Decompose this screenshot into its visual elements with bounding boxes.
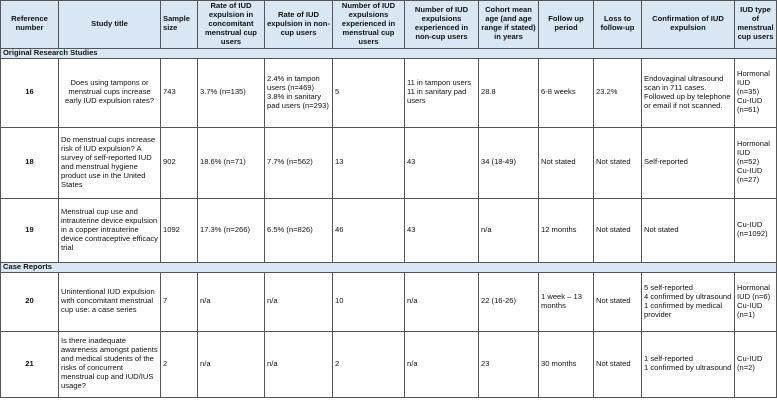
table-row	[1, 58, 777, 127]
cell-ref: 21	[1, 331, 59, 397]
cell-confirm: Not stated	[642, 198, 735, 262]
table-row	[1, 198, 777, 262]
cell-confirm: Endovaginal ultrasound scan in 711 cases. Followed up by telephone or email if not scanned.	[642, 58, 735, 127]
cell-rate-noncup: n/a	[265, 331, 333, 397]
cell-loss: Not stated	[594, 127, 642, 198]
cell-line: 1 confirmed by medical provider	[644, 300, 723, 319]
header-row	[1, 1, 777, 49]
cell-num-noncup	[405, 58, 479, 127]
cell-cohort: 22 (16-26)	[479, 272, 539, 331]
header-num-noncup: Number of IUD expulsions experienced in non-cup users	[405, 1, 479, 49]
cell-rate-noncup	[265, 58, 333, 127]
cell-loss: Not stated	[594, 331, 642, 397]
header-rate-noncup: Rate of IUD expulsion in non-cup users	[265, 1, 333, 49]
cell-confirm	[642, 272, 735, 331]
header-followup: Follow up period	[539, 1, 594, 49]
cell-sample: 7	[161, 272, 198, 331]
cell-title: Unintentional IUD expulsion with concomitant menstrual cup use: a case series	[59, 272, 161, 331]
cell-rate-cup: 18.6% (n=71)	[198, 127, 265, 198]
header-iud-type: IUD type of menstrual cup users	[735, 1, 777, 49]
cell-rate-cup: 17.3% (n=266)	[198, 198, 265, 262]
cell-line: 5 self-reported	[644, 282, 693, 292]
cell-title: Does using tampons or menstrual cups increase early IUD expulsion rates?	[59, 58, 161, 127]
cell-num-noncup: n/a	[405, 331, 479, 397]
cell-iud-type: Cu-IUD (n=2)	[735, 331, 777, 397]
cell-sample: 2	[161, 331, 198, 397]
cell-confirm: Self-reported	[642, 127, 735, 198]
table-row	[1, 272, 777, 331]
cell-title: Do menstrual cups increase risk of IUD expulsion? A survey of self-reported IUD and menstrual hygiene product use in the United States	[59, 127, 161, 198]
section-row-original	[1, 48, 777, 58]
header-rate-cup: Rate of IUD expulsion in concomitant menstrual cup users	[198, 1, 265, 49]
cell-num-cup: 2	[333, 331, 405, 397]
cell-line: 1 confirmed by ultrasound	[644, 363, 732, 373]
cell-rate-cup: 3.7% (n=135)	[198, 58, 265, 127]
cell-cohort: n/a	[479, 198, 539, 262]
cell-num-cup: 5	[333, 58, 405, 127]
cell-line: Hormonal IUD (n=6)	[737, 282, 771, 301]
cell-line: Cu-IUD (n=61)	[737, 96, 763, 115]
cell-sample: 743	[161, 58, 198, 127]
cell-sample: 902	[161, 127, 198, 198]
cell-ref: 16	[1, 58, 59, 127]
cell-iud-type: Cu-IUD (n=1092)	[735, 198, 777, 262]
header-loss: Loss to follow-up	[594, 1, 642, 49]
header-cohort: Cohort mean age (and age range if stated) in years	[479, 1, 539, 49]
cell-cohort: 34 (18-49)	[479, 127, 539, 198]
cell-iud-type	[735, 58, 777, 127]
cell-num-cup: 10	[333, 272, 405, 331]
cell-iud-type	[735, 127, 777, 198]
header-title: Study title	[59, 1, 161, 49]
section-title-original: Original Research Studies	[1, 48, 777, 58]
cell-confirm	[642, 331, 735, 397]
cell-rate-noncup: 6.5% (n=826)	[265, 198, 333, 262]
table-row	[1, 127, 777, 198]
section-title-case: Case Reports	[1, 262, 777, 272]
cell-loss: Not stated	[594, 198, 642, 262]
cell-followup: 6-8 weeks	[539, 58, 594, 127]
cell-cohort: 23	[479, 331, 539, 397]
cell-num-noncup: 43	[405, 198, 479, 262]
cell-iud-type	[735, 272, 777, 331]
cell-line: 11 in tampon users	[407, 78, 472, 88]
cell-followup: 1 week – 13 months	[539, 272, 594, 331]
header-sample: Sample size	[161, 1, 198, 49]
cell-title: Menstrual cup use and intrauterine device expulsion in a copper intrauterine device contraceptive efficacy trial	[59, 198, 161, 262]
header-confirm: Confirmation of IUD expulsion	[642, 1, 735, 49]
cell-line: Cu-IUD (n=27)	[737, 166, 763, 185]
cell-loss: Not stated	[594, 272, 642, 331]
header-ref: Reference number	[1, 1, 59, 49]
cell-line: Hormonal IUD (n=35)	[737, 69, 770, 97]
cell-line: Cu-IUD (n=1)	[737, 300, 763, 319]
cell-rate-cup: n/a	[198, 272, 265, 331]
cell-line: 3.8% in sanitary pad users (n=293)	[267, 91, 329, 110]
cell-num-noncup: 43	[405, 127, 479, 198]
cell-num-noncup: n/a	[405, 272, 479, 331]
cell-line: 11 in sanitary pad users	[407, 87, 467, 106]
cell-num-cup: 13	[333, 127, 405, 198]
cell-followup: Not stated	[539, 127, 594, 198]
cell-ref: 18	[1, 127, 59, 198]
header-num-cup: Number of IUD expulsions experienced in menstrual cup users	[333, 1, 405, 49]
cell-line: 1 self-reported	[644, 354, 693, 364]
cell-sample: 1092	[161, 198, 198, 262]
cell-rate-noncup: 7.7% (n=562)	[265, 127, 333, 198]
cell-ref: 19	[1, 198, 59, 262]
cell-loss: 23.2%	[594, 58, 642, 127]
cell-title: Is there inadequate awareness amongst patients and medical students of the risks of concurrent menstrual cup and IUD/IUS usage?	[59, 331, 161, 397]
cell-cohort: 28.8	[479, 58, 539, 127]
table-row	[1, 331, 777, 397]
cell-line: 2.4% in tampon users (n=469)	[267, 73, 320, 92]
cell-line: 4 confirmed by ultrasound	[644, 291, 732, 301]
cell-line: Hormonal IUD (n=52)	[737, 139, 770, 167]
cell-followup: 30 months	[539, 331, 594, 397]
cell-num-cup: 46	[333, 198, 405, 262]
cell-followup: 12 months	[539, 198, 594, 262]
cell-rate-cup: n/a	[198, 331, 265, 397]
cell-ref: 20	[1, 272, 59, 331]
section-row-case	[1, 262, 777, 272]
cell-rate-noncup: n/a	[265, 272, 333, 331]
